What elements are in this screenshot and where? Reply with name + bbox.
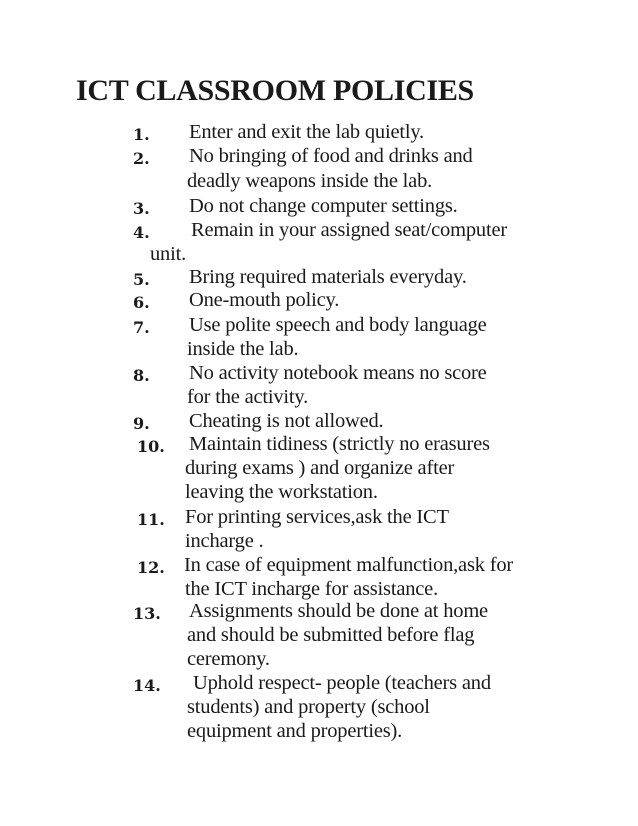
policy-number: 9. [133,414,150,433]
policy-text: Remain in your assigned seat/computer [191,219,507,241]
policy-text: Do not change computer settings. [189,195,458,217]
policy-number: 12. [137,558,165,577]
policy-text: Uphold respect- people (teachers and [193,672,491,694]
policy-text: deadly weapons inside the lab. [187,170,433,192]
policy-text: for the activity. [187,386,309,408]
page-title: ICT CLASSROOM POLICIES [76,74,474,107]
policy-text: Maintain tidiness (strictly no erasures [189,433,490,455]
policy-text: Bring required materials everyday. [189,266,467,288]
policy-text: Enter and exit the lab quietly. [189,121,424,143]
policy-number: 3. [133,199,150,218]
policy-text: incharge . [185,530,264,552]
policy-text: during exams ) and organize after [185,457,455,479]
policy-number: 7. [133,318,150,337]
policy-text: equipment and properties). [187,720,403,742]
policy-text: the ICT incharge for assistance. [185,578,438,600]
policy-text: One-mouth policy. [189,289,340,311]
policy-text: No activity notebook means no score [189,362,487,384]
policy-text: ceremony. [187,648,270,670]
policy-text: For printing services,ask the ICT [185,506,449,528]
policy-text: and should be submitted before flag [187,624,475,646]
policy-text: No bringing of food and drinks and [189,145,473,167]
policy-number: 1. [133,125,150,144]
policy-text: unit. [150,243,187,265]
policy-number: 11. [137,510,165,529]
policy-text: Assignments should be done at home [189,600,488,622]
policy-number: 6. [133,293,150,312]
policy-text: Cheating is not allowed. [189,410,384,432]
policy-number: 2. [133,149,150,168]
policy-text: In case of equipment malfunction,ask for [184,554,513,576]
policy-text: Use polite speech and body language [189,314,487,336]
policy-text: inside the lab. [187,338,299,360]
policy-number: 14. [133,676,161,695]
policy-number: 10. [137,437,165,456]
policy-number: 8. [133,366,150,385]
policy-text: students) and property (school [187,696,430,718]
policy-number: 4. [133,223,150,242]
policy-number: 13. [133,604,161,623]
policy-number: 5. [133,270,150,289]
policy-text: leaving the workstation. [185,481,378,503]
